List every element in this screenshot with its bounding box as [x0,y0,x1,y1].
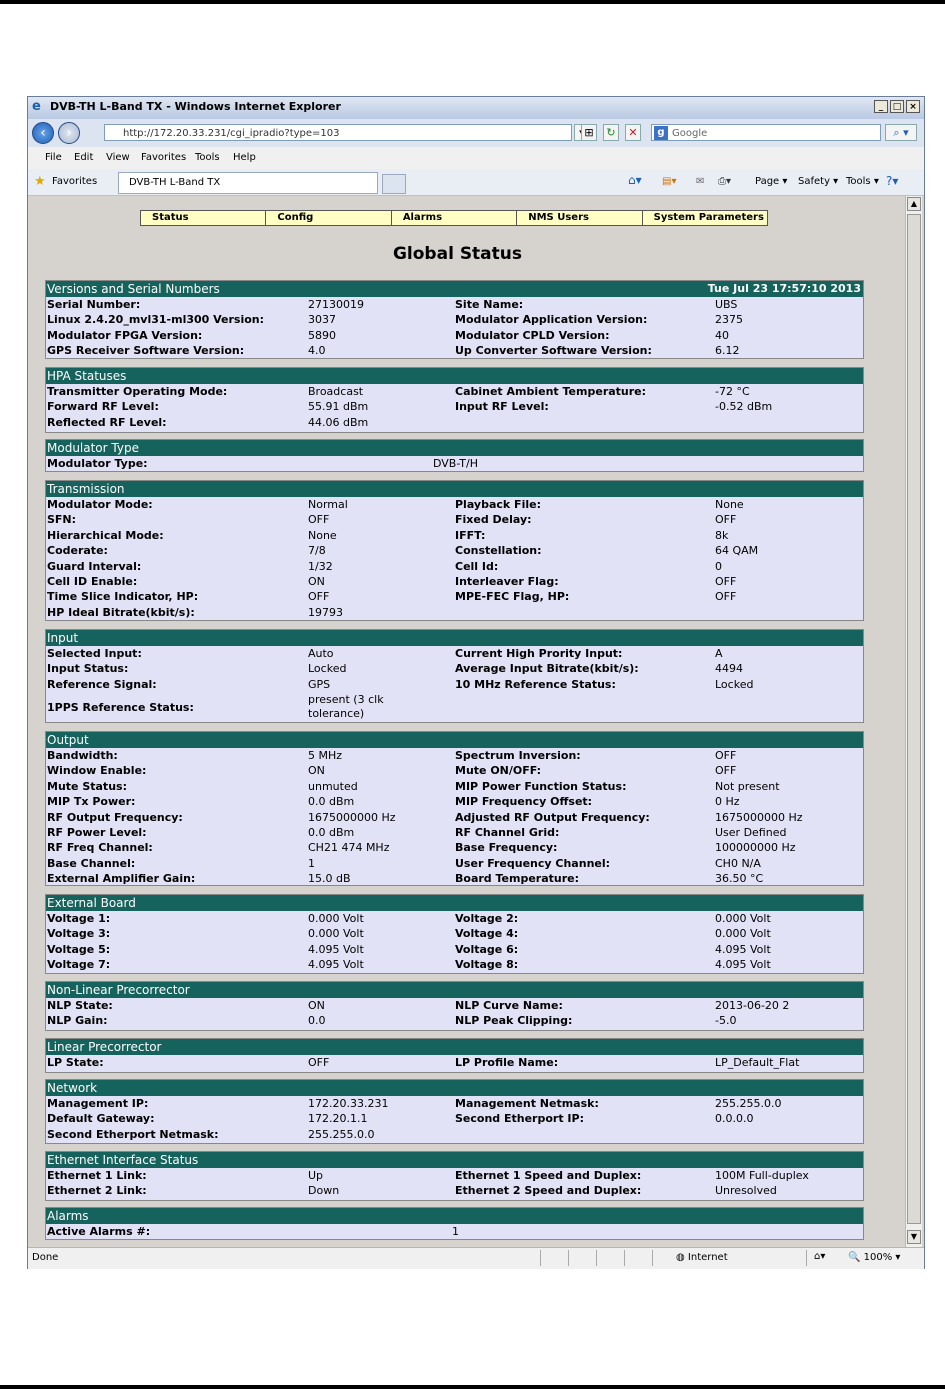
status-row [46,497,863,512]
status-row [46,871,863,886]
status-section [45,367,864,433]
field-value: A [715,647,723,660]
field-value: 19793 [308,605,343,619]
status-row [46,1183,863,1198]
section-header [46,440,863,456]
field-label: Ethernet 2 Link: [47,1184,147,1198]
field-label: MIP Power Function Status: [455,779,627,793]
field-label: LP State: [47,1056,104,1069]
field-label: Fixed Delay: [455,513,532,527]
field-label: RF Freq Channel: [47,841,153,855]
status-row [46,512,863,527]
section-header [46,368,863,384]
forward-arrow-icon[interactable]: › [58,122,80,144]
field-label: 1PPS Reference Status: [47,701,194,715]
section-title: Non-Linear Precorrector [47,983,190,997]
status-divider [652,1250,653,1266]
field-value: 0.0.0.0 [715,1112,754,1126]
status-row [46,574,863,589]
field-label: GPS Receiver Software Version: [47,344,245,358]
field-label: Linux 2.4.20_mvl31-ml300 Version: [47,313,265,327]
field-label: Serial Number: [47,298,141,311]
field-value: 0.000 Volt [715,927,771,941]
section-header [46,281,863,297]
section-title: Input [47,631,79,645]
field-value: 6.12 [715,344,740,358]
scroll-up-icon[interactable]: ▲ [907,197,921,211]
system-datetime: Tue Jul 23 17:57:10 2013 [707,282,861,295]
field-label: Second Etherport Netmask: [47,1127,219,1141]
field-value: GPS [308,677,331,691]
field-value: 0.000 Volt [715,912,771,925]
field-value: 1/32 [308,559,333,573]
scroll-down-icon[interactable]: ▼ [907,1230,921,1244]
status-row [46,528,863,543]
nav-config[interactable]: Config [266,211,391,225]
field-label: Input Status: [47,662,129,676]
field-value: 44.06 dBm [308,415,369,429]
field-value: 0.000 Volt [308,927,364,941]
page-top-rule [0,0,945,4]
field-value: 255.255.0.0 [715,1097,782,1110]
field-label: Current High Prority Input: [455,647,623,660]
google-icon: g [654,126,668,140]
favorites-star-icon[interactable]: ★ [34,174,46,189]
field-value: 255.255.0.0 [308,1127,375,1141]
field-label: Voltage 8: [455,958,519,972]
status-row [46,1013,863,1028]
field-label: LP Profile Name: [455,1056,559,1069]
field-label: Coderate: [47,544,108,558]
compatibility-icon[interactable]: ⊞ [581,124,597,141]
field-label: External Amplifier Gain: [47,872,196,886]
tools-menu[interactable]: Tools ▾ [846,176,879,187]
field-label: Forward RF Level: [47,400,159,414]
field-value: Locked [715,677,754,691]
status-section [45,981,864,1031]
status-row [46,328,863,343]
field-value: DVB-T/H [432,457,478,470]
status-row [46,605,863,620]
field-label: Site Name: [455,298,524,311]
field-value: 36.50 °C [715,872,764,886]
status-row [46,942,863,957]
field-value: OFF [308,513,330,527]
nav-status[interactable]: Status [141,211,266,225]
page-bottom-rule [0,1385,945,1389]
field-value: OFF [715,574,737,588]
field-value: 100M Full-duplex [715,1169,809,1182]
menu-tools[interactable]: Tools [195,152,220,163]
field-label: HP Ideal Bitrate(kbit/s): [47,605,195,619]
minimize-button[interactable]: _ [874,100,888,113]
search-icon[interactable]: ⌕ ▾ [885,124,917,141]
nav-nms-users[interactable]: NMS Users [517,211,642,225]
maximize-button[interactable]: □ [890,100,904,113]
field-value: OFF [715,513,737,527]
ie-logo-icon: e [32,99,41,114]
field-label: Adjusted RF Output Frequency: [455,810,650,824]
field-label: Active Alarms #: [47,1225,151,1238]
page-content [32,196,905,1245]
field-label: Default Gateway: [47,1112,155,1126]
status-divider [540,1250,541,1266]
section-title: Transmission [47,482,125,496]
field-value: 4.095 Volt [715,958,771,972]
section-title: Output [47,733,89,747]
field-value: 3037 [308,313,336,327]
field-label: Board Temperature: [455,872,580,886]
field-value: Not present [715,779,780,793]
section-title: Ethernet Interface Status [47,1153,199,1167]
nav-system-parameters[interactable]: System Parameters [653,212,764,223]
vertical-scrollbar[interactable] [905,196,922,1247]
status-divider [568,1250,569,1266]
field-value: CH21 474 MHz [308,841,390,855]
section-header [46,630,863,646]
field-value: Unresolved [715,1184,777,1198]
url-field[interactable]: http://172.20.33.231/cgi_ipradio?type=103 [104,124,572,141]
protected-mode-icon[interactable]: ⌂▾ [814,1251,826,1262]
menu-file[interactable]: File [45,152,62,163]
help-icon[interactable]: ?▾ [886,174,899,188]
field-label: Spectrum Inversion: [455,749,581,762]
status-row [46,343,863,358]
field-value: 55.91 dBm [308,400,369,414]
field-value: 4.0 [308,344,326,358]
status-row [46,456,863,471]
menu-view[interactable]: View [106,152,130,163]
status-section [45,1207,864,1240]
field-label: Base Frequency: [455,841,558,855]
field-value: LP_Default_Flat [715,1056,800,1069]
status-row [46,748,863,763]
status-row [46,840,863,855]
status-row [46,646,863,661]
field-value: None [715,498,744,511]
field-label: Modulator FPGA Version: [47,328,203,342]
field-label: Management IP: [47,1097,149,1110]
print-icon[interactable]: ⎙▾ [718,176,732,187]
field-value: 15.0 dB [308,872,351,886]
field-label: Guard Interval: [47,559,142,573]
section-title: Modulator Type [47,441,139,455]
zone-label: Internet [687,1252,728,1263]
browser-window [27,96,925,1269]
field-value: User Defined [715,825,787,839]
field-value: Down [308,1184,340,1198]
field-label: Hierarchical Mode: [47,528,164,542]
field-value: 0.0 dBm [308,825,355,839]
section-header [46,1152,863,1168]
field-label: Constellation: [455,544,542,558]
field-value: OFF [715,764,737,778]
field-value: unmuted [308,779,358,793]
field-label: NLP State: [47,999,113,1012]
field-label: Voltage 6: [455,942,519,956]
status-row [46,692,863,723]
feeds-icon[interactable]: ▤▾ [662,176,677,187]
field-value: 5890 [308,328,336,342]
field-label: SFN: [47,513,77,527]
field-label: Window Enable: [47,764,147,778]
status-row [46,763,863,778]
field-label: IFFT: [455,528,486,542]
favorites-label[interactable]: Favorites [52,176,98,187]
field-value: 7/8 [308,544,326,558]
internet-zone-icon: ◍ Internet [676,1252,728,1263]
section-header [46,1208,863,1224]
field-value: 0 [715,559,722,573]
field-value: 172.20.33.231 [308,1097,389,1110]
field-value: 1675000000 Hz [715,810,803,824]
status-row [46,1096,863,1111]
status-text: Done [32,1252,59,1263]
field-label: Ethernet 1 Speed and Duplex: [455,1169,642,1182]
field-value: ON [308,764,325,778]
field-value: 2013-06-20 2 [715,999,790,1012]
section-title: Network [47,1081,98,1095]
field-value: UBS [715,298,738,311]
field-label: Cell Id: [455,559,499,573]
field-value: 0.0 [308,1014,326,1028]
status-divider [624,1250,625,1266]
field-label: Voltage 3: [47,927,111,941]
menu-help[interactable]: Help [233,152,256,163]
status-row [46,677,863,692]
mail-icon[interactable]: ✉ [696,176,705,187]
nav-alarms[interactable]: Alarms [392,211,517,225]
field-label: Input RF Level: [455,400,549,414]
status-row [46,661,863,676]
title-bar [28,97,924,120]
field-value: 40 [715,328,729,342]
status-section [45,1038,864,1073]
field-value: OFF [308,590,330,604]
status-row [46,1055,863,1070]
status-row [46,1111,863,1126]
field-label: RF Output Frequency: [47,810,183,824]
field-value: -72 °C [715,385,750,398]
new-tab-button[interactable] [382,174,406,194]
field-value: present (3 clk tolerance) [308,693,384,721]
field-label: Voltage 4: [455,927,519,941]
field-label: Up Converter Software Version: [455,344,652,358]
status-row [46,399,863,414]
field-value: 0 Hz [715,795,740,809]
field-label: Selected Input: [47,647,142,660]
field-value: OFF [715,749,737,762]
status-row [46,384,863,399]
field-value: -0.52 dBm [715,400,773,414]
field-label: Reference Signal: [47,677,157,691]
status-row [46,810,863,825]
field-label: Average Input Bitrate(kbit/s): [455,662,639,676]
status-row [46,779,863,794]
status-row [46,1127,863,1142]
field-label: Reflected RF Level: [47,415,167,429]
field-label: Playback File: [455,498,541,511]
field-label: RF Channel Grid: [455,825,560,839]
status-section [45,280,864,359]
section-header [46,481,863,497]
field-label: MPE-FEC Flag, HP: [455,590,570,604]
field-label: NLP Peak Clipping: [455,1014,573,1028]
field-label: Mute Status: [47,779,127,793]
field-label: Ethernet 1 Link: [47,1169,147,1182]
status-row [46,1224,863,1239]
field-label: User Frequency Channel: [455,856,611,870]
status-bar [28,1247,924,1269]
field-value: ON [308,999,325,1012]
field-label: Base Channel: [47,856,136,870]
address-bar [28,119,924,147]
field-value: 27130019 [308,298,364,311]
stop-icon[interactable]: ✕ [625,124,641,141]
field-value: 2375 [715,313,743,327]
field-value: Locked [308,662,347,676]
section-header [46,732,863,748]
status-row [46,543,863,558]
status-section [45,731,864,886]
zoom-level[interactable]: 🔍 100% ▾ [848,1252,901,1263]
status-row [46,998,863,1013]
section-title: Versions and Serial Numbers [47,282,220,296]
browser-tab[interactable]: DVB-TH L-Band TX [118,172,378,194]
status-row [46,415,863,430]
zoom-label: 100% [863,1252,893,1263]
field-label: NLP Curve Name: [455,999,563,1012]
field-label: Modulator CPLD Version: [455,328,610,342]
field-value: 4494 [715,662,743,676]
status-divider [806,1250,807,1266]
field-label: Management Netmask: [455,1097,599,1110]
section-header [46,982,863,998]
search-input[interactable]: g Google [651,124,881,141]
window-title: DVB-TH L-Band TX - Windows Internet Explorer [50,100,341,113]
section-header [46,1080,863,1096]
field-label: Bandwidth: [47,749,118,762]
field-label: Second Etherport IP: [455,1112,584,1126]
section-header [46,1039,863,1055]
field-label: Modulator Mode: [47,498,153,511]
field-label: Cabinet Ambient Temperature: [455,385,647,398]
field-value: 64 QAM [715,544,759,558]
field-label: RF Power Level: [47,825,147,839]
section-title: External Board [47,896,136,910]
field-value: 0.000 Volt [308,912,364,925]
status-row [46,926,863,941]
status-divider [596,1250,597,1266]
field-label: NLP Gain: [47,1014,108,1028]
status-row [46,957,863,972]
page-menu[interactable]: Page ▾ [755,176,788,187]
status-section [45,1079,864,1144]
field-label: Modulator Application Version: [455,313,648,327]
menu-favorites[interactable]: Favorites [141,152,187,163]
field-label: Ethernet 2 Speed and Duplex: [455,1184,642,1198]
field-value: 0.0 dBm [308,795,355,809]
menu-edit[interactable]: Edit [74,152,94,163]
field-value: 4.095 Volt [308,942,364,956]
status-row [46,297,863,312]
main-nav [140,210,768,226]
field-value: Auto [308,647,334,660]
field-label: Voltage 5: [47,942,111,956]
status-section [45,439,864,472]
field-value: CH0 N/A [715,856,761,870]
back-arrow-icon[interactable]: ‹ [32,122,54,144]
refresh-icon[interactable]: ↻ [603,124,619,141]
field-label: Mute ON/OFF: [455,764,542,778]
field-value: 1 [452,1225,459,1238]
status-section [45,629,864,723]
field-label: Voltage 2: [455,912,519,925]
field-value: -5.0 [715,1014,737,1028]
field-value: Normal [308,498,348,511]
favorites-bar [28,169,924,196]
field-value: OFF [308,1056,330,1069]
status-section [45,894,864,974]
field-value: 4.095 Volt [308,958,364,972]
status-row [46,559,863,574]
status-row [46,1168,863,1183]
field-value: ON [308,574,325,588]
field-label: 10 MHz Reference Status: [455,677,616,691]
field-label: MIP Frequency Offset: [455,795,593,809]
field-label: Time Slice Indicator, HP: [47,590,199,604]
field-value: 1 [308,856,315,870]
status-row [46,825,863,840]
field-label: MIP Tx Power: [47,795,136,809]
field-label: Interleaver Flag: [455,574,559,588]
home-icon[interactable]: ⌂▾ [628,173,642,187]
status-row [46,312,863,327]
section-header [46,895,863,911]
page-title: Global Status [392,244,523,264]
field-value: Broadcast [308,385,364,398]
field-value: 100000000 Hz [715,841,796,855]
field-value: OFF [715,590,737,604]
field-value: 8k [715,528,729,542]
field-label: Voltage 1: [47,912,111,925]
field-label: Modulator Type: [47,457,148,470]
section-title: Linear Precorrector [47,1040,162,1054]
field-label: Voltage 7: [47,958,111,972]
scroll-thumb[interactable] [907,214,921,1224]
field-value: Up [308,1169,324,1182]
status-row [46,911,863,926]
status-section [45,480,864,621]
status-row [46,794,863,809]
safety-menu[interactable]: Safety ▾ [798,176,839,187]
close-window-button[interactable]: × [906,100,920,113]
section-title: Alarms [47,1209,89,1223]
field-value: 172.20.1.1 [308,1112,368,1126]
field-label: Cell ID Enable: [47,574,138,588]
field-value: 5 MHz [308,749,343,762]
section-title: HPA Statuses [47,369,127,383]
field-label: Transmitter Operating Mode: [47,385,228,398]
status-row [46,856,863,871]
menu-bar [28,147,924,170]
status-row [46,589,863,604]
field-value: None [308,528,337,542]
status-section [45,1151,864,1201]
field-value: 4.095 Volt [715,942,771,956]
field-value: 1675000000 Hz [308,810,396,824]
